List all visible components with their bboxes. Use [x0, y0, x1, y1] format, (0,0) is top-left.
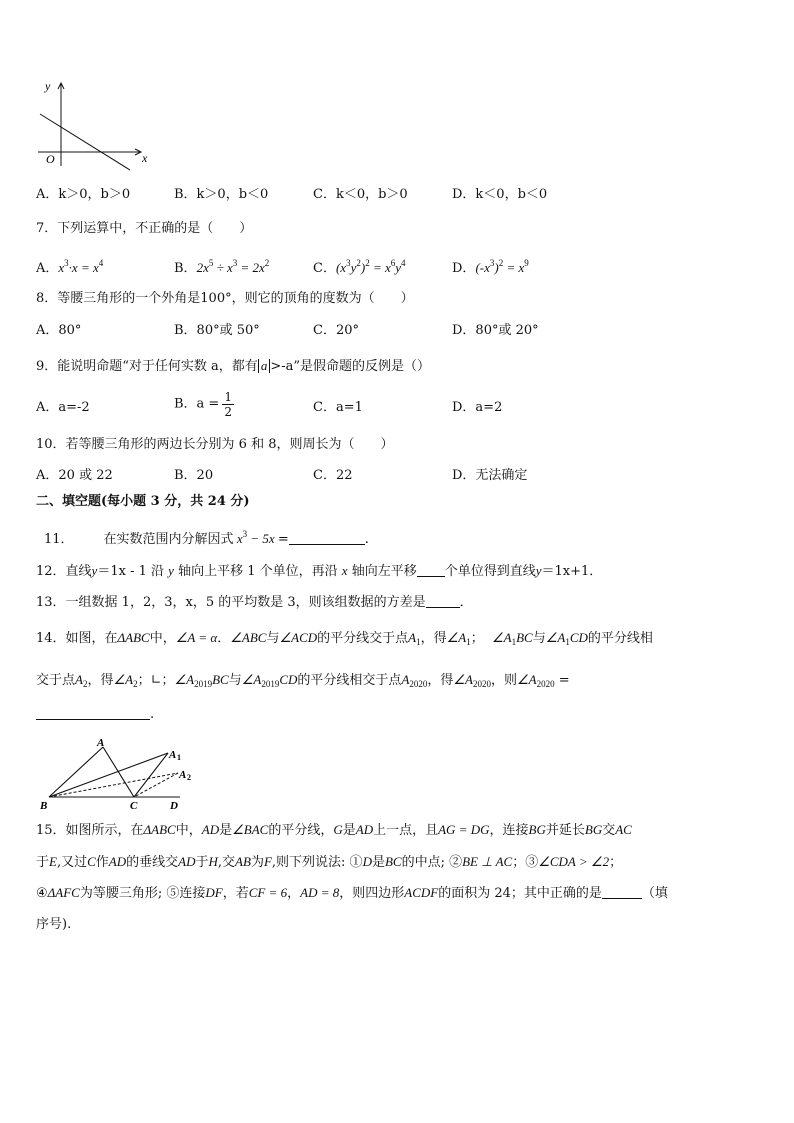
- q15-t22: ④: [36, 886, 48, 901]
- q12: 12．直线y＝1x - 1 沿 y 轴向上平移 1 个单位，再沿 x 轴向左平移 个单位得到直线y＝1x+1．: [36, 563, 603, 579]
- segment-ac: [103, 747, 134, 797]
- q15-t1: 15．如图所示，在: [36, 823, 144, 838]
- q14-answer-blank[interactable]: [36, 707, 150, 720]
- q15-answer-blank[interactable]: [602, 886, 642, 899]
- q11-equals: =: [277, 532, 289, 547]
- q15-t8: 并延长: [545, 823, 585, 838]
- q12-x-axis: x: [341, 563, 348, 578]
- q15-t7: ，连接: [489, 823, 529, 838]
- q15-t13: 的垂线交: [126, 855, 179, 870]
- q15-t28: （填: [641, 886, 668, 901]
- label-a1-sub: 1: [177, 753, 181, 762]
- q6-option-a[interactable]: A．k＞0，b＞0: [36, 187, 131, 202]
- label-b: B: [40, 800, 48, 812]
- label-d: D: [170, 800, 178, 812]
- q15-t4: 的平分线，: [268, 823, 334, 838]
- q15-t17: ,则下列说法: ①: [271, 855, 363, 870]
- q11: [44, 525, 369, 549]
- q15-ad: AD: [201, 822, 220, 837]
- q15-ad-8: AD = 8: [300, 885, 340, 900]
- q14-angle-a1bc: $\angle A_1BC$: [492, 630, 533, 647]
- q14-t9: 的平分线相: [587, 631, 653, 646]
- q15-t20: ；③: [512, 855, 539, 870]
- section-2-heading: 二、填空题(每小题 3 分，共 24 分): [36, 494, 250, 509]
- q14-triangle-abc: ΔABC: [117, 630, 150, 645]
- q13-text: 13．一组数据 1，2，3，x，5 的平均数是 3，则该组数据的方差是: [36, 595, 426, 610]
- label-a2: A: [179, 769, 187, 781]
- q7-stem: 7．下列运算中，不正确的是（ ）: [36, 221, 253, 236]
- q12-part-c: 轴向上平移 1 个单位，再沿: [178, 564, 338, 579]
- q14-t5: 的平分线交于点: [317, 631, 409, 646]
- q9-option-c[interactable]: C．a=1: [313, 400, 363, 415]
- q14-t4: 与: [266, 631, 280, 646]
- q8-stem: 8．等腰三角形的一个外角是100°，则它的顶角的度数为（ ）: [36, 291, 414, 306]
- segment-a2c: [134, 773, 178, 797]
- q14-angle-a2020-ask: $\angle A_{2020}$: [517, 672, 555, 689]
- q15-t21: ；: [609, 855, 623, 870]
- q9-b-label: B．a =: [174, 396, 220, 412]
- q15-d: D: [362, 854, 372, 869]
- segment-ba2: [49, 773, 178, 797]
- q14-angle-a2020: $\angle A_{2020}$: [453, 672, 492, 689]
- q7-c-label: C．: [313, 261, 336, 276]
- q15-t23: 为等腰三角形; ⑤连接: [79, 886, 206, 901]
- q14-end: .: [150, 707, 155, 722]
- q15-e: E: [49, 854, 57, 869]
- q14-t10: 交于点: [36, 673, 76, 688]
- q7-d-label: D．: [452, 261, 476, 276]
- q15-t14: 于: [195, 855, 209, 870]
- q15-f: F: [263, 854, 272, 869]
- q14-t17: =: [558, 673, 570, 688]
- angle-bisector-figure: [36, 733, 196, 813]
- q14-angle-a1cd: $\angle A_1CD$: [545, 630, 588, 647]
- q8-option-c[interactable]: C．20°: [313, 323, 359, 338]
- q14-t2: 中，: [149, 631, 176, 646]
- q6-option-c[interactable]: C．k＜0，b＞0: [313, 187, 408, 202]
- q7-b-expr: $2x^5 \div x^3 = 2x^2$: [196, 258, 270, 275]
- q14-line-3: [36, 706, 154, 724]
- q11-number: 11．: [44, 532, 74, 547]
- q15-t5: 是: [342, 823, 356, 838]
- q14-angle-abc: ∠ABC: [230, 630, 267, 645]
- q15-acdf: ACDF: [404, 885, 439, 900]
- y-axis-label: y: [45, 79, 51, 93]
- q15-angle-bac: ∠BAC: [232, 822, 269, 837]
- q15-line-1: [36, 821, 632, 840]
- q12-y-axis: y: [168, 563, 174, 578]
- q7-a-label: A．: [36, 261, 59, 276]
- q14-line-2: [36, 671, 570, 693]
- q9-option-a[interactable]: A．a=-2: [36, 400, 90, 415]
- q13-answer-blank[interactable]: [426, 595, 460, 608]
- q11-expr: $x^3 - 5x$: [233, 529, 278, 546]
- q9-b-denominator: 2: [224, 405, 232, 419]
- q6-option-d[interactable]: D．k＜0，b＜0: [452, 187, 548, 202]
- q14-t3: ．: [217, 631, 231, 646]
- q15-t27: 的面积为 24；其中正确的是: [438, 886, 602, 901]
- q15-be-perp-ac: BE ⊥ AC: [462, 854, 513, 869]
- q15-line-4: 序号).: [36, 917, 72, 932]
- q11-answer-blank[interactable]: [289, 532, 365, 545]
- q14-angle-a: ∠A = α: [175, 630, 218, 645]
- q14-t15: ，得: [427, 673, 454, 688]
- q14-point-a2020: $A_{2020}$: [401, 672, 428, 689]
- q12-part-d: 轴向左平移: [351, 564, 417, 579]
- q12-line-1: y: [91, 563, 98, 578]
- q15-c: C: [87, 854, 96, 869]
- q15-t9: 交: [602, 823, 616, 838]
- q15-t25: ，: [287, 886, 301, 901]
- q15-t6: 上一点，且: [373, 823, 439, 838]
- q15-bc: BC: [384, 854, 402, 869]
- q15-bg-2: BG: [584, 822, 603, 837]
- q7-d-expr: $(-x^3)^2 = x^9$: [475, 258, 529, 275]
- q10-stem: 10．若等腰三角形的两边长分别为 6 和 8，则周长为（ ）: [36, 437, 394, 452]
- q14-t7: ；: [470, 631, 484, 646]
- q10-option-b[interactable]: B．20: [174, 468, 214, 483]
- q9-stem-part-a: 9．能说明命题“对于任何实数 a，都有: [36, 359, 258, 374]
- q13-end: ．: [459, 595, 473, 610]
- q15-t10: 于: [36, 855, 50, 870]
- q8-option-d[interactable]: D．80°或 20°: [452, 323, 539, 338]
- q15-ad-3: AD: [108, 854, 127, 869]
- q9-option-d[interactable]: D．a=2: [452, 400, 503, 415]
- origin-label: O: [46, 152, 55, 166]
- x-axis-label: x: [142, 151, 148, 165]
- q9-stem: [36, 358, 430, 376]
- q14-angle-a1: $\angle A_1$: [446, 630, 471, 647]
- q12-part-e: 个单位得到直线: [444, 564, 536, 579]
- q7-option-b[interactable]: [174, 254, 269, 278]
- q15-line-3: [36, 884, 668, 903]
- q9-stem-part-b: >-a”是假命题的反例是（）: [270, 359, 430, 374]
- q12-answer-blank[interactable]: [417, 564, 445, 577]
- q14-point-a1: $A_1$: [408, 630, 421, 647]
- label-a: A: [97, 737, 105, 749]
- q15-h: H: [208, 854, 218, 869]
- q15-t26: ，则四边形: [339, 886, 405, 901]
- q15-line-2: [36, 853, 622, 872]
- q14-t14: 的平分线相交于点: [297, 673, 402, 688]
- q15-t11: ,又过: [56, 855, 88, 870]
- q7-c-expr: $(x^3y^2)^2 = x^6y^4$: [335, 258, 406, 275]
- q12-line-2: y: [535, 563, 542, 578]
- q7-option-c[interactable]: [313, 254, 406, 278]
- q14-t12: ；∟；: [137, 673, 175, 688]
- q12-part-a: 12．直线: [36, 564, 92, 579]
- q10-option-a[interactable]: A．20 或 22: [36, 468, 113, 483]
- q15-angle-cda: ∠CDA > ∠2: [538, 854, 610, 869]
- q15-ac: AC: [615, 822, 632, 837]
- q14-line-1: [36, 629, 653, 651]
- q14-t16: ，则: [491, 673, 518, 688]
- q15-ab: AB: [235, 854, 251, 869]
- q14-t11: ，得: [87, 673, 114, 688]
- q8-option-a[interactable]: A．80°: [36, 323, 82, 338]
- label-c: C: [130, 800, 138, 812]
- q15-t2: 中，: [175, 823, 202, 838]
- q15-t24: ，若: [222, 886, 249, 901]
- q15-cf: CF = 6: [248, 885, 288, 900]
- q10-option-d[interactable]: D．无法确定: [452, 468, 528, 483]
- q14-t1: 14．如图，在: [36, 631, 118, 646]
- q14-t13: 与: [228, 673, 242, 688]
- linear-function-graph: [36, 76, 156, 172]
- q14-angle-acd: ∠ACD: [279, 630, 318, 645]
- q15-ag-dg: AG = DG: [438, 822, 490, 837]
- q15-triangle-afc: ΔAFC: [47, 885, 80, 900]
- q15-t16: 为: [250, 855, 264, 870]
- q7-option-a[interactable]: [36, 254, 103, 278]
- segment-ba: [49, 747, 103, 797]
- q9-b-numerator: 1: [224, 390, 232, 404]
- q15-g: G: [333, 822, 343, 837]
- q12-end: ．: [589, 564, 603, 579]
- q15-triangle-abc: ΔABC: [143, 822, 176, 837]
- q12-part-b: 沿: [151, 564, 165, 579]
- q7-a-expr: $x^3\cdot x = x^4$: [58, 258, 104, 275]
- q14-angle-a2019cd: $\angle A_{2019}CD$: [241, 672, 298, 689]
- q14-point-a2: $A_2$: [75, 672, 88, 689]
- q15-ad-2: AD: [355, 822, 374, 837]
- q14-angle-a2: $\angle A_2$: [113, 672, 138, 689]
- q11-end: .: [364, 532, 369, 547]
- q15-t18: 是: [371, 855, 385, 870]
- q7-option-d[interactable]: [452, 254, 529, 278]
- q15-t12: 作: [95, 855, 109, 870]
- q8-option-b[interactable]: B．80°或 50°: [174, 323, 260, 338]
- label-a1: A: [169, 749, 177, 761]
- q9-b-fraction: [222, 390, 234, 419]
- q6-option-b[interactable]: B．k＞0，b＜0: [174, 187, 269, 202]
- q10-option-c[interactable]: C．22: [313, 468, 353, 483]
- q9-option-b[interactable]: [174, 390, 234, 419]
- label-a2-sub: 2: [187, 773, 191, 782]
- q15-t19: 的中点; ②: [401, 855, 463, 870]
- q14-t8: 与: [532, 631, 546, 646]
- q11-text: 在实数范围内分解因式: [103, 532, 234, 547]
- q13: [36, 594, 473, 612]
- segment-ba1: [49, 753, 168, 797]
- q9-abs-a: a: [258, 359, 271, 373]
- q15-df: DF: [205, 885, 223, 900]
- q15-bg: BG: [528, 822, 546, 837]
- q14-angle-a2019bc: $\angle A_{2019}BC$: [174, 672, 229, 689]
- q15-t3: 是: [219, 823, 233, 838]
- q15-t15: ,交: [217, 855, 236, 870]
- q15-ad-4: AD: [178, 854, 196, 869]
- q14-t6: ，得: [420, 631, 447, 646]
- q7-b-label: B．: [174, 261, 197, 276]
